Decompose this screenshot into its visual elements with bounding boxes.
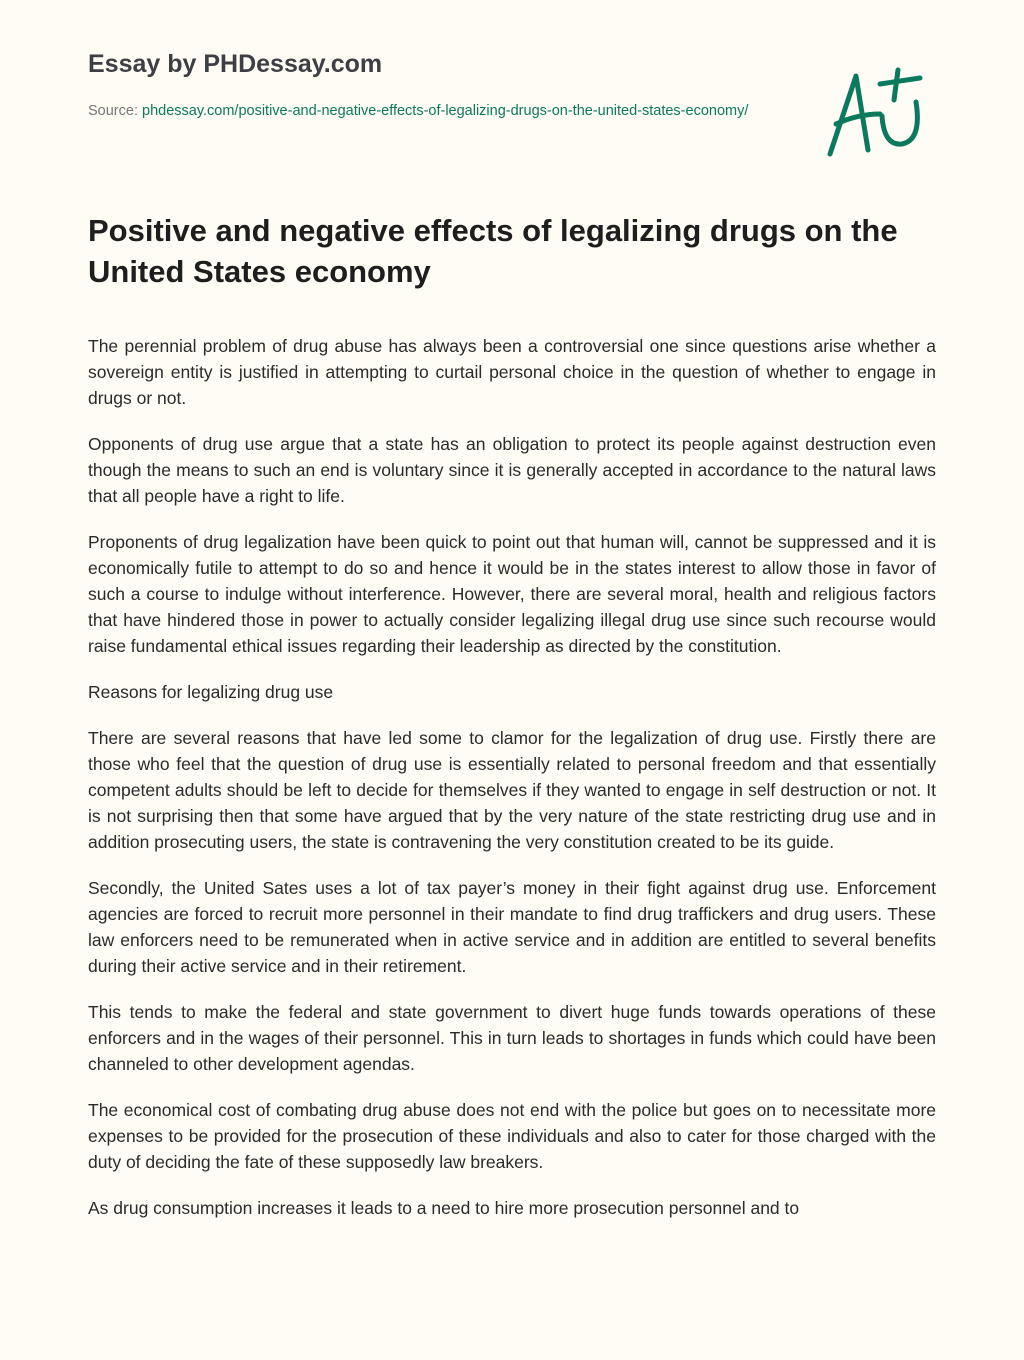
source-line: [88, 100, 768, 122]
paragraph: There are several reasons that have led some to clamor for the legalization of drug use. Firstly there are those who feel that the question of drug use is essentially related to personal freedom and that essentially competent adults should be left to decide for themselves if they wanted to engage in self destruction or not. It is not surprising then that some have argued that by the very nature of the state restricting drug use and in addition prosecuting users, the state is contravening the very constitution created to be its guide.: [88, 728, 936, 852]
source-link[interactable]: phdessay.com/positive-and-negative-effects-of-legalizing-drugs-on-the-united-states-economy/: [142, 103, 749, 119]
a-plus-logo-icon: [818, 62, 930, 162]
paragraph: As drug consumption increases it leads to a need to hire more prosecution personnel and to: [88, 1198, 800, 1218]
paragraph: This tends to make the federal and state government to divert huge funds towards operations of these enforcers and in the wages of their personnel. This in turn leads to shortages in funds which could have been channeled to other development agendas.: [88, 1002, 936, 1074]
source-label: Source:: [88, 103, 138, 119]
site-brand: Essay by PHDessay.com: [88, 50, 383, 78]
article-title: Positive and negative effects of legalizing drugs on the United States economy: [88, 213, 898, 289]
paragraph: The perennial problem of drug abuse has always been a controversial one since questions arise whether a sovereign entity is justified in attempting to curtail personal choice in the question of whether to engage in drugs or not.: [88, 336, 936, 408]
article-body: [88, 333, 936, 1313]
paragraph: Secondly, the United Sates uses a lot of tax payer’s money in their fight against drug use. Enforcement agencies are forced to recruit more personnel in their mandate to find drug traffickers and drug users. These law enforcers need to be remunerated when in active service and in addition are entitled to several benefits during their active service and in their retirement.: [88, 878, 936, 976]
paragraph: Opponents of drug use argue that a state has an obligation to protect its people against destruction even though the means to such an end is voluntary since it is generally accepted in accordance to the natural laws that all people have a right to life.: [88, 434, 936, 506]
paragraph: The economical cost of combating drug abuse does not end with the police but goes on to necessitate more expenses to be provided for the prosecution of these individuals and also to cater for those charged with the duty of deciding the fate of these supposedly law breakers.: [88, 1100, 936, 1172]
paragraph: Proponents of drug legalization have been quick to point out that human will, cannot be suppressed and it is economically futile to attempt to do so and hence it would be in the states interest to allow those in favor of such a course to indulge without interference. However, there are several moral, health and religious factors that have hindered those in power to actually consider legalizing illegal drug use since such recourse would raise fundamental ethical issues regarding their leadership as directed by the constitution.: [88, 532, 936, 656]
section-heading: Reasons for legalizing drug use: [88, 682, 334, 702]
